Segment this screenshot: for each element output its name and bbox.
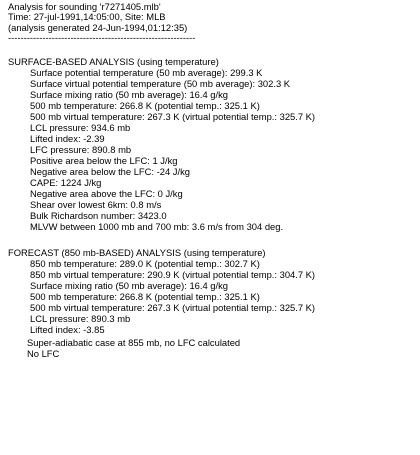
surface-analysis-line: Positive area below the LFC: 1 J/kg (30, 155, 178, 166)
surface-analysis-line: 500 mb virtual temperature: 267.3 K (virtual potential temp.: 325.7 K) (30, 111, 316, 122)
surface-analysis-line: MLVW between 1000 mb and 700 mb: 3.6 m/s from 304 deg. (30, 221, 284, 232)
report-separator: ------------------------------------------------------------ (8, 32, 196, 43)
forecast-analysis-line: Lifted index: -3.85 (30, 324, 105, 335)
forecast-analysis-line: 850 mb virtual temperature: 290.9 K (virtual potential temp.: 304.7 K) (30, 269, 316, 280)
forecast-analysis-line: LCL pressure: 890.3 mb (30, 313, 131, 324)
report-title: Analysis for sounding 'r7271405.mlb' (8, 1, 161, 12)
report-generated: (analysis generated 24-Jun-1994,01:12:35) (8, 22, 188, 33)
forecast-analysis-line: 500 mb virtual temperature: 267.3 K (virtual potential temp.: 325.7 K) (30, 302, 316, 313)
surface-analysis-line: Surface mixing ratio (50 mb average): 16.4 g/kg (30, 89, 229, 100)
forecast-analysis-heading: FORECAST (850 mb-BASED) ANALYSIS (using temperature) (8, 247, 266, 258)
surface-analysis-heading: SURFACE-BASED ANALYSIS (using temperature) (8, 56, 219, 67)
forecast-analysis-line: 850 mb temperature: 289.0 K (potential temp.: 302.7 K) (30, 258, 260, 269)
surface-analysis-line: CAPE: 1224 J/kg (30, 177, 102, 188)
surface-analysis-line: Lifted index: -2.39 (30, 133, 105, 144)
surface-analysis-line: Negative area above the LFC: 0 J/kg (30, 188, 183, 199)
surface-analysis-line: Negative area below the LFC: -24 J/kg (30, 166, 190, 177)
forecast-analysis-note: Super-adiabatic case at 855 mb, no LFC calculated (27, 337, 241, 348)
report-time-site: Time: 27-jul-1991,14:05:00, Site: MLB (8, 11, 166, 22)
surface-analysis-line: Bulk Richardson number: 3423.0 (30, 210, 167, 221)
surface-analysis-line: Surface potential temperature (50 mb average): 299.3 K (30, 67, 263, 78)
forecast-analysis-line: Surface mixing ratio (50 mb average): 16.4 g/kg (30, 280, 229, 291)
surface-analysis-line: 500 mb temperature: 266.8 K (potential temp.: 325.1 K) (30, 100, 260, 111)
surface-analysis-line: LFC pressure: 890.8 mb (30, 144, 132, 155)
forecast-analysis-note: No LFC (27, 348, 60, 359)
forecast-analysis-line: 500 mb temperature: 266.8 K (potential temp.: 325.1 K) (30, 291, 260, 302)
surface-analysis-line: Surface virtual potential temperature (50 mb average): 302.3 K (30, 78, 291, 89)
surface-analysis-line: Shear over lowest 6km: 0.8 m/s (30, 199, 162, 210)
surface-analysis-line: LCL pressure: 934.6 mb (30, 122, 131, 133)
